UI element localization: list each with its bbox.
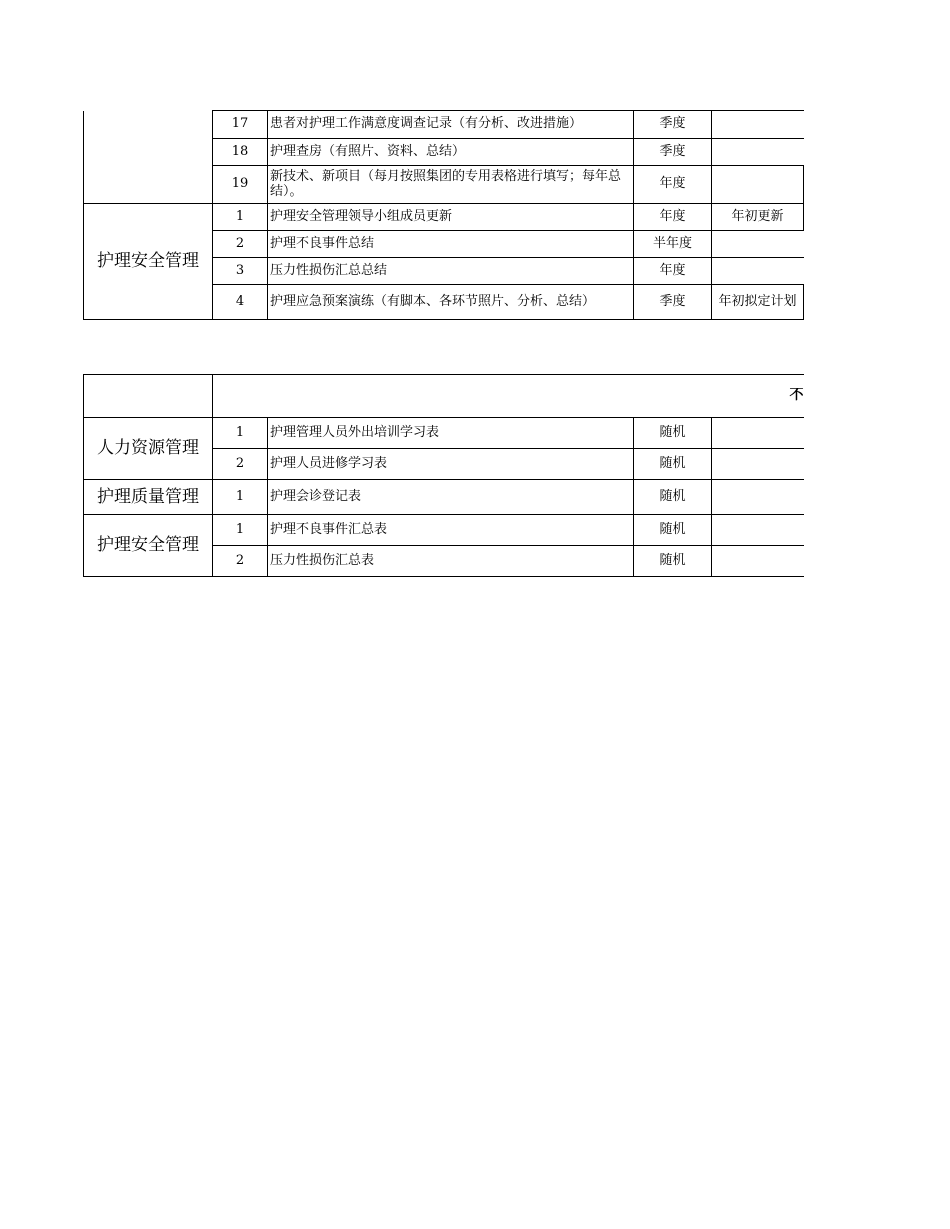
row-number: 1 bbox=[213, 204, 268, 231]
record-item: 护理查房（有照片、资料、总结） bbox=[268, 139, 634, 166]
record-frequency: 随机 bbox=[634, 515, 712, 546]
row-number: 1 bbox=[213, 515, 268, 546]
record-frequency: 季度 bbox=[634, 111, 712, 139]
header-title-cell bbox=[213, 375, 804, 418]
record-note bbox=[712, 258, 804, 285]
table-row bbox=[84, 111, 804, 139]
record-note bbox=[712, 111, 804, 139]
row-number: 1 bbox=[213, 418, 268, 449]
table-header-title: 不 bbox=[789, 388, 804, 404]
record-frequency: 年度 bbox=[634, 204, 712, 231]
records-table-regular bbox=[83, 110, 804, 320]
record-item: 压力性损伤汇总总结 bbox=[268, 258, 634, 285]
record-item: 护理会诊登记表 bbox=[268, 480, 634, 515]
row-number: 4 bbox=[213, 285, 268, 320]
record-note bbox=[712, 166, 804, 204]
records-table-random bbox=[83, 374, 804, 577]
record-frequency: 季度 bbox=[634, 285, 712, 320]
record-item: 护理不良事件汇总表 bbox=[268, 515, 634, 546]
record-note bbox=[712, 231, 804, 258]
category-cell: 护理安全管理 bbox=[84, 515, 213, 577]
category-cell: 人力资源管理 bbox=[84, 418, 213, 480]
row-number: 19 bbox=[213, 166, 268, 204]
record-frequency: 随机 bbox=[634, 546, 712, 577]
record-note bbox=[712, 480, 804, 515]
record-item: 患者对护理工作满意度调查记录（有分析、改进措施） bbox=[268, 111, 634, 139]
category-cell: 护理安全管理 bbox=[84, 204, 213, 320]
record-note bbox=[712, 418, 804, 449]
record-item: 护理安全管理领导小组成员更新 bbox=[268, 204, 634, 231]
row-number: 18 bbox=[213, 139, 268, 166]
table-row bbox=[84, 418, 804, 449]
record-note bbox=[712, 139, 804, 166]
record-note bbox=[712, 515, 804, 546]
record-item: 护理管理人员外出培训学习表 bbox=[268, 418, 634, 449]
record-item: 护理不良事件总结 bbox=[268, 231, 634, 258]
record-note: 年初更新 bbox=[712, 204, 804, 231]
record-frequency: 年度 bbox=[634, 258, 712, 285]
row-number: 2 bbox=[213, 449, 268, 480]
record-item: 压力性损伤汇总表 bbox=[268, 546, 634, 577]
record-frequency: 随机 bbox=[634, 480, 712, 515]
table-row bbox=[84, 515, 804, 546]
record-note bbox=[712, 546, 804, 577]
record-item: 护理人员进修学习表 bbox=[268, 449, 634, 480]
record-frequency: 半年度 bbox=[634, 231, 712, 258]
header-blank-cell bbox=[84, 375, 213, 418]
record-item: 新技术、新项目（每月按照集团的专用表格进行填写；每年总结）。 bbox=[268, 166, 634, 204]
row-number: 2 bbox=[213, 546, 268, 577]
table-header-row bbox=[84, 375, 804, 418]
category-cell-continued bbox=[84, 111, 213, 204]
record-frequency: 随机 bbox=[634, 418, 712, 449]
record-item: 护理应急预案演练（有脚本、各环节照片、分析、总结） bbox=[268, 285, 634, 320]
row-number: 2 bbox=[213, 231, 268, 258]
table-row bbox=[84, 480, 804, 515]
row-number: 17 bbox=[213, 111, 268, 139]
table-row bbox=[84, 204, 804, 231]
row-number: 3 bbox=[213, 258, 268, 285]
record-note: 年初拟定计划 bbox=[712, 285, 804, 320]
record-frequency: 随机 bbox=[634, 449, 712, 480]
row-number: 1 bbox=[213, 480, 268, 515]
category-cell: 护理质量管理 bbox=[84, 480, 213, 515]
record-note bbox=[712, 449, 804, 480]
record-frequency: 年度 bbox=[634, 166, 712, 204]
record-frequency: 季度 bbox=[634, 139, 712, 166]
